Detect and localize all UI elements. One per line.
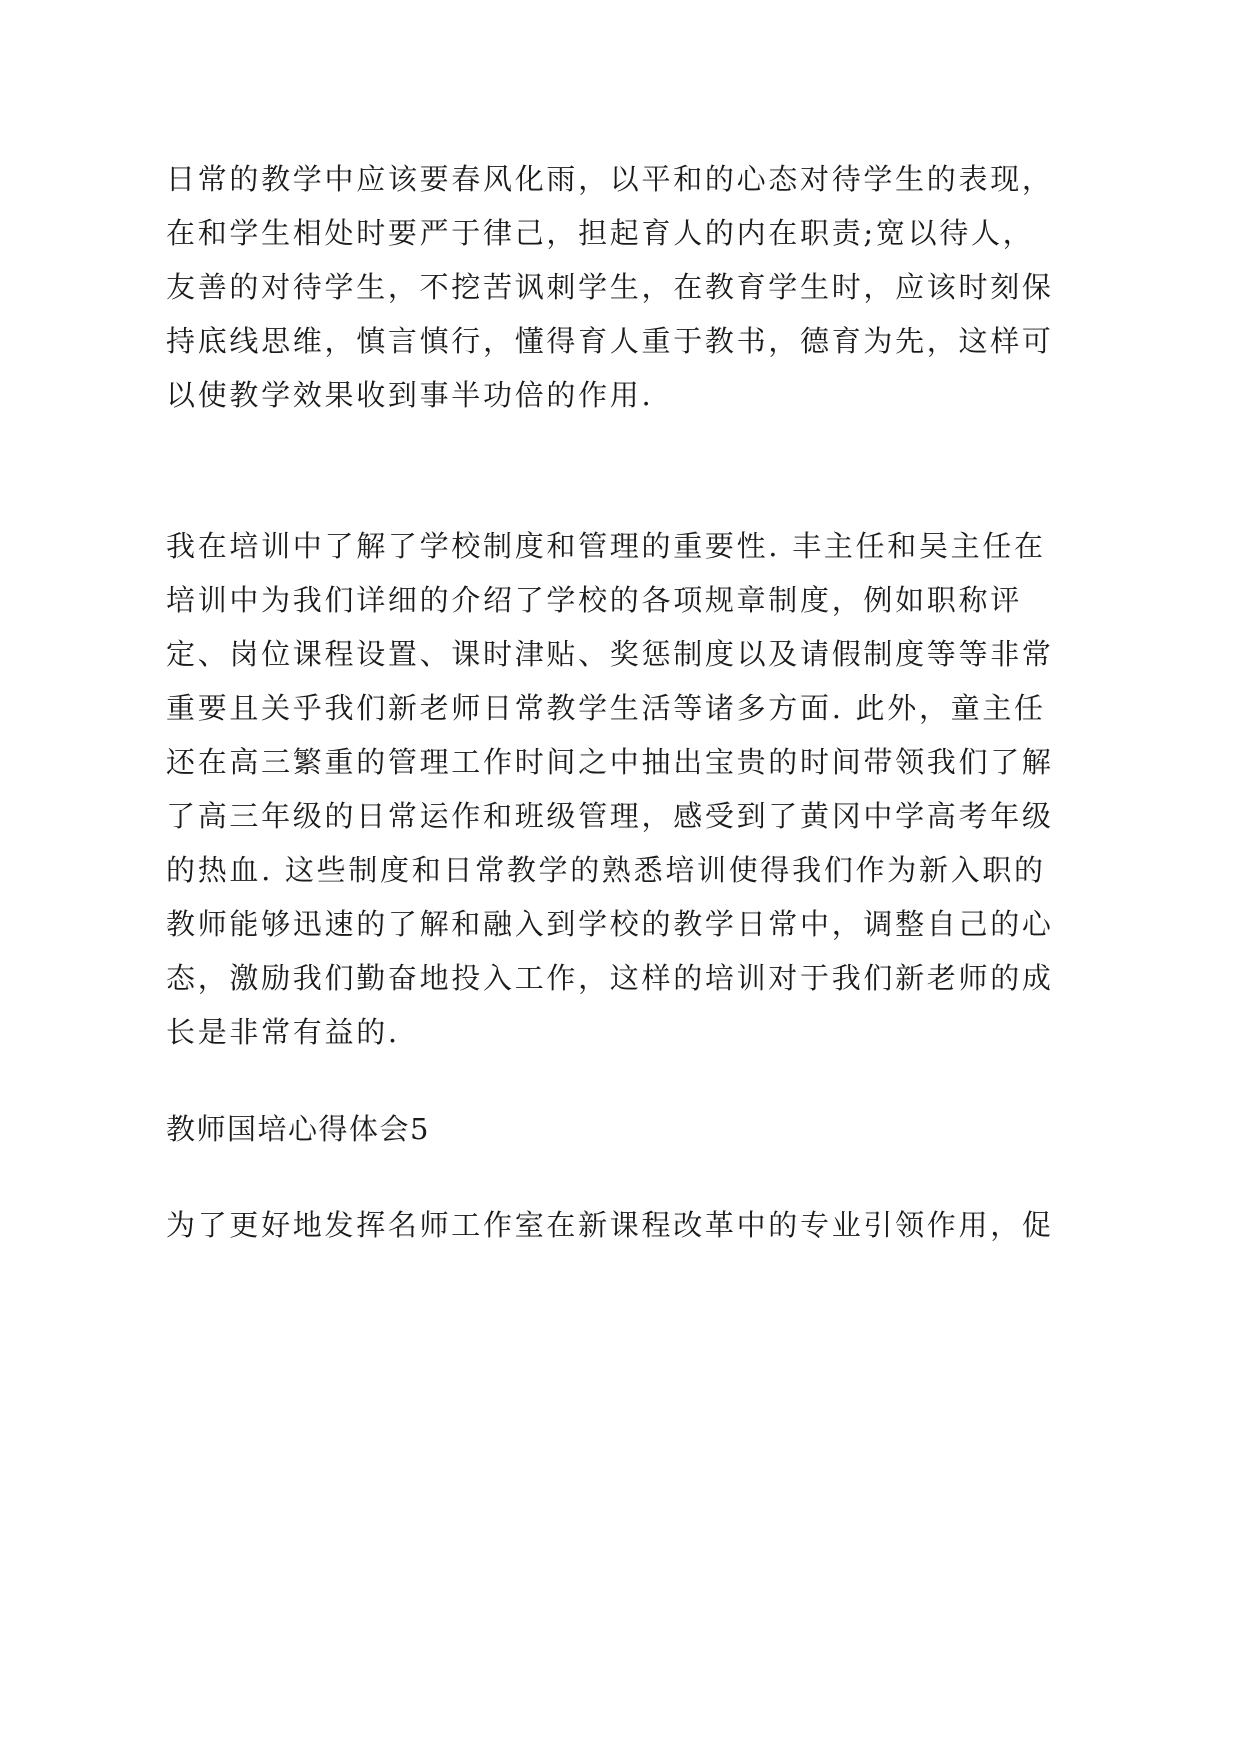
paragraph-line: 为了更好地发挥名师工作室在新课程改革中的专业引领作用，促	[166, 1208, 1054, 1242]
section-heading: 教师国培心得体会5	[166, 1112, 430, 1146]
paragraph-line: 持底线思维，慎言慎行，懂得育人重于教书，德育为先，这样可	[166, 324, 1054, 358]
paragraph-line: 了高三年级的日常运作和班级管理，感受到了黄冈中学高考年级	[166, 799, 1054, 833]
paragraph-line: 重要且关乎我们新老师日常教学生活等诸多方面. 此外，童主任	[166, 691, 1046, 725]
paragraph-line: 在和学生相处时要严于律己，担起育人的内在职责;宽以待人，	[166, 216, 1035, 250]
paragraph-line: 我在培训中了解了学校制度和管理的重要性. 丰主任和吴主任在	[166, 529, 1046, 563]
paragraph-line: 态，激励我们勤奋地投入工作，这样的培训对于我们新老师的成	[166, 961, 1054, 995]
paragraph-line: 长是非常有益的.	[166, 1015, 400, 1049]
paragraph-line: 的热血. 这些制度和日常教学的熟悉培训使得我们作为新入职的	[166, 853, 1046, 887]
paragraph-line: 教师能够迅速的了解和融入到学校的教学日常中，调整自己的心	[166, 907, 1054, 941]
paragraph-line: 友善的对待学生，不挖苦讽刺学生，在教育学生时，应该时刻保	[166, 270, 1054, 304]
paragraph-line: 以使教学效果收到事半功倍的作用.	[166, 378, 654, 412]
paragraph-line: 定、岗位课程设置、课时津贴、奖惩制度以及请假制度等等非常	[166, 637, 1054, 671]
paragraph-line: 日常的教学中应该要春风化雨，以平和的心态对待学生的表现，	[166, 162, 1054, 196]
paragraph-line: 培训中为我们详细的介绍了学校的各项规章制度，例如职称评	[166, 583, 1022, 617]
paragraph-line: 还在高三繁重的管理工作时间之中抽出宝贵的时间带领我们了解	[166, 745, 1054, 779]
